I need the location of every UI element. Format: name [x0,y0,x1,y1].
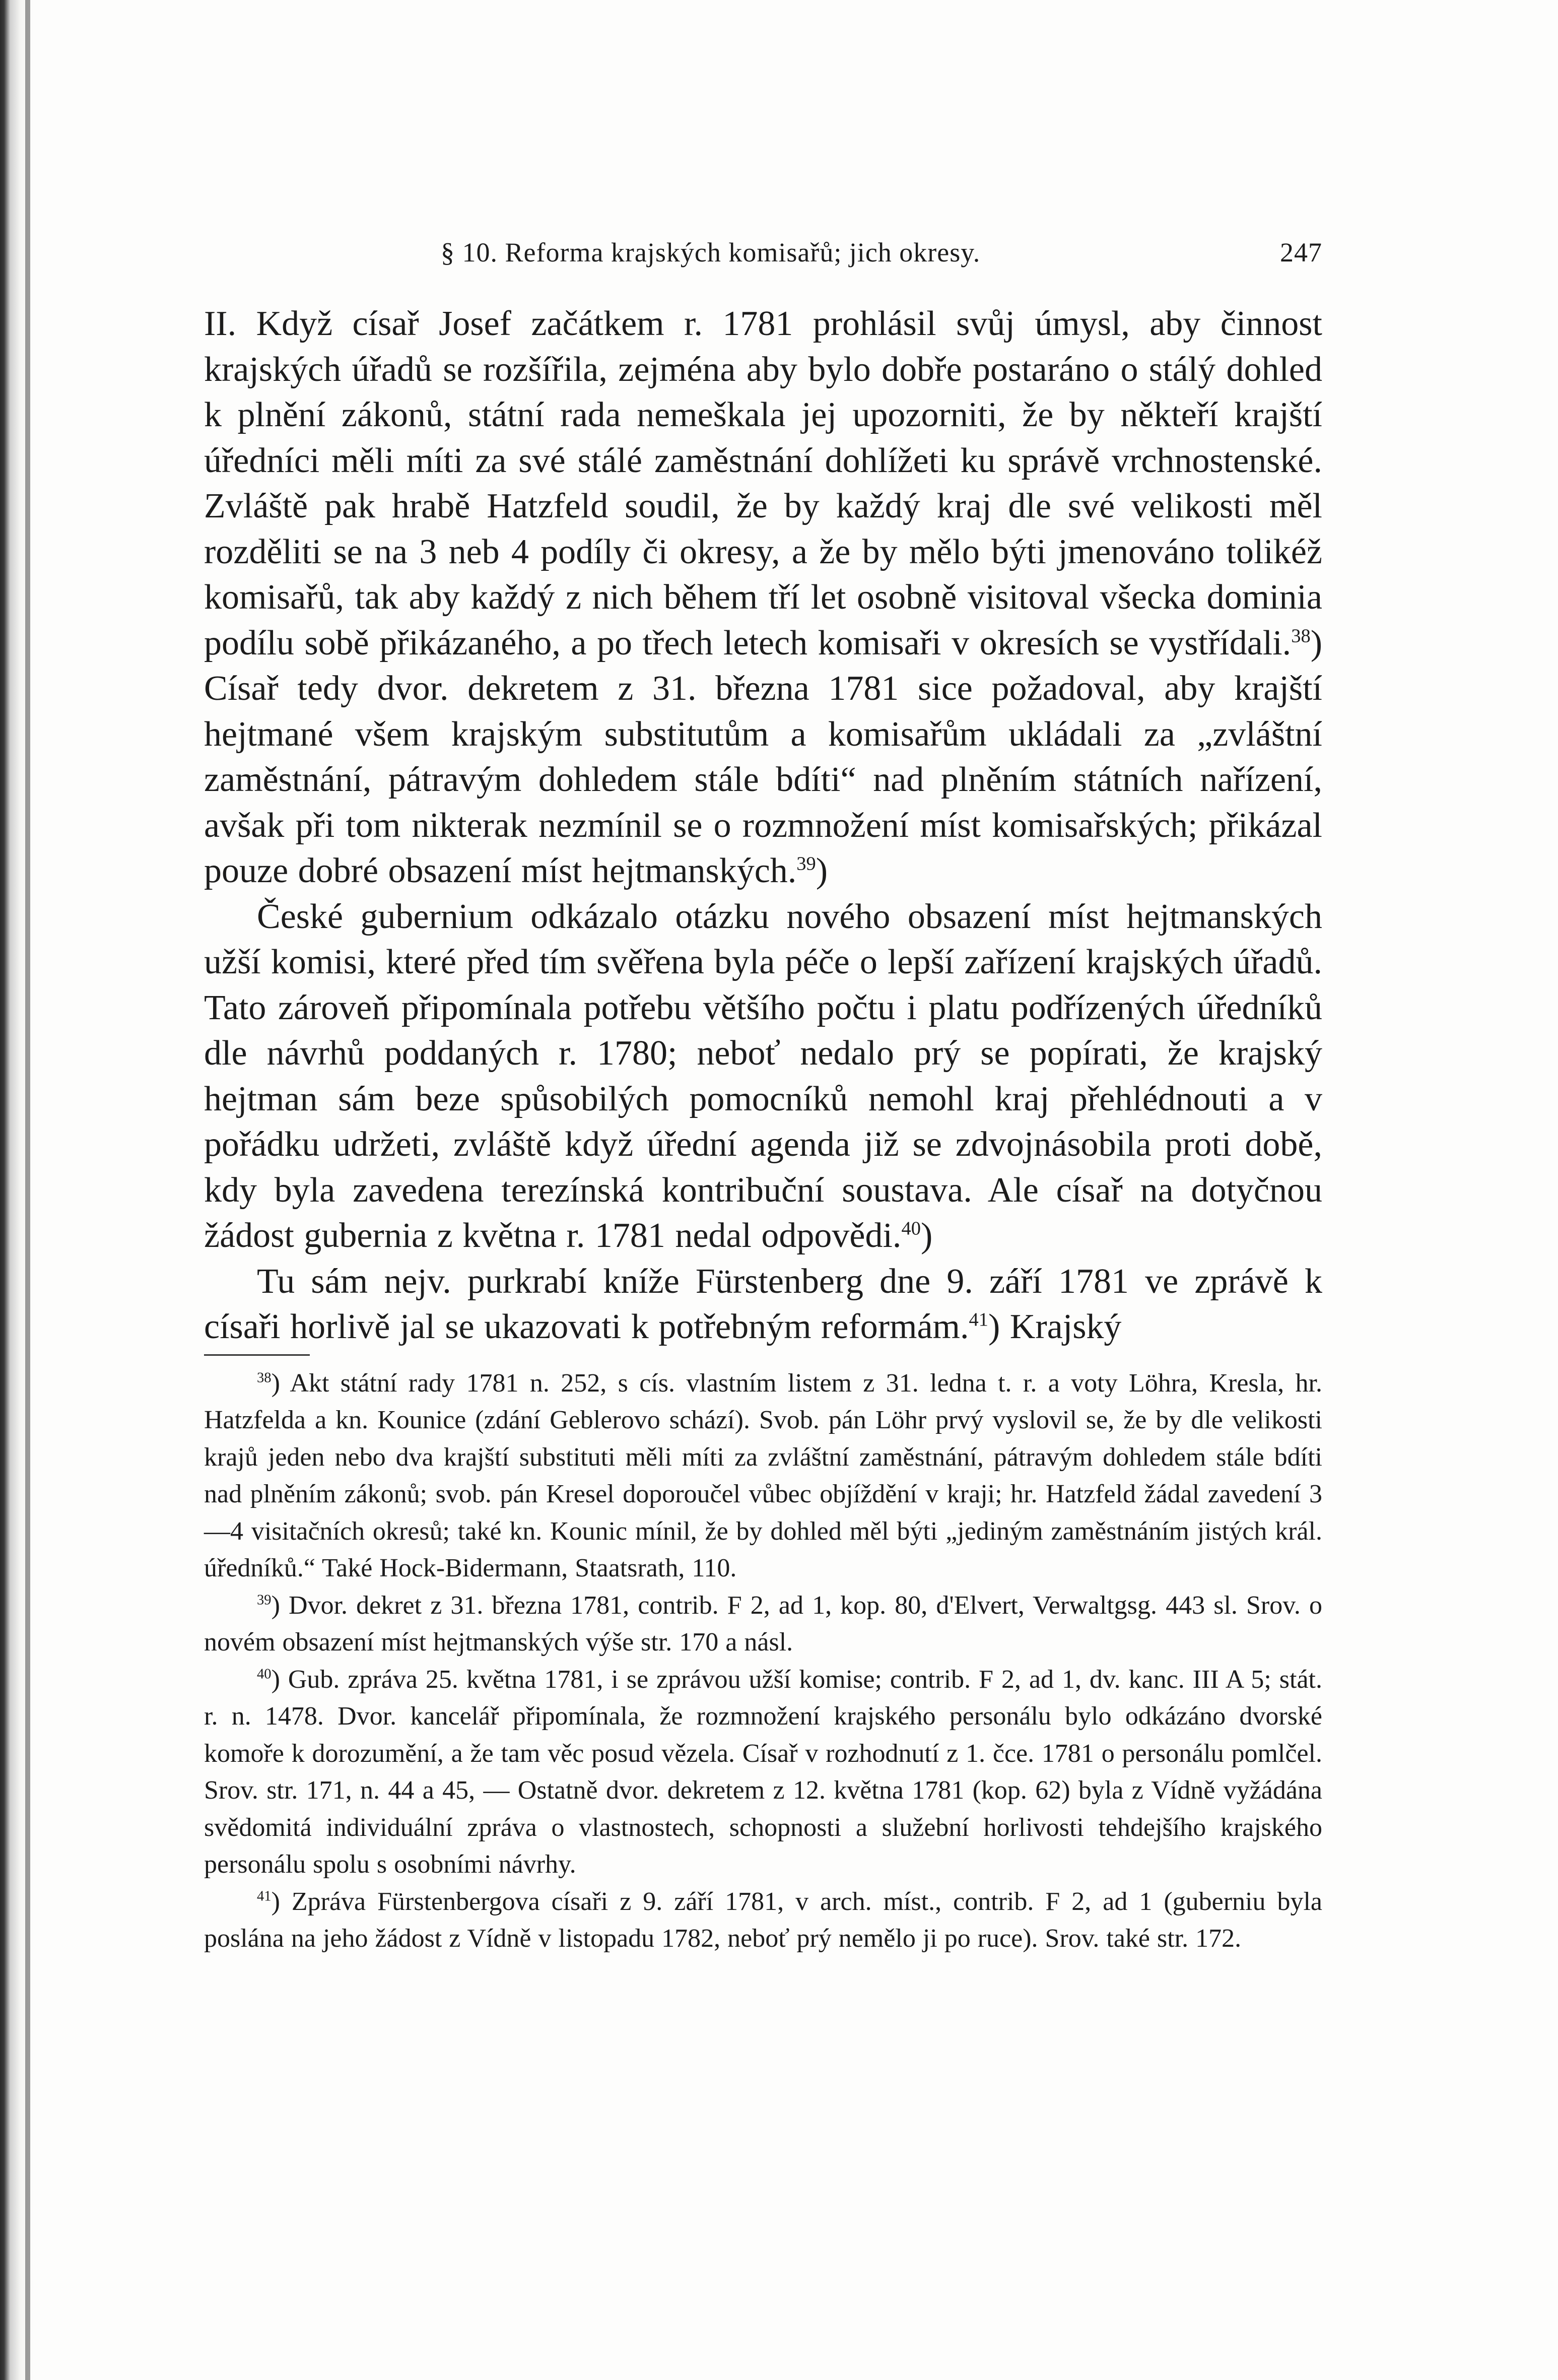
footnote-39 [204,1587,1322,1661]
footnote-text: ) Akt státní rady 1781 n. 252, s cís. vlastním listem z 31. ledna t. r. a voty Löhra, Kresla, hr. Hatzfelda a kn. Kounice (zdání Geblerovo schází). Svob. pán Löhr prvý vyslovil se, že by dle velikosti krajů jeden nebo dva krajští substituti měli míti za zvláštní zaměstnání, pátravým dohledem stále bdíti nad plněním zákonů; svob. pán Kresel doporoučel vůbec objíždění v kraji; hr. Hatzfeld žádal zavedení 3—4 visitačních okresů; také kn. Kounic mínil, že by dohled měl býti „jediným zaměstnáním jistých král. úředníků.“ Také Hock-Bidermann, Staatsrath, 110. [204,1368,1322,1582]
footnote-ref-41: 41 [969,1309,988,1331]
page-number: 247 [1280,237,1322,268]
footnote-text: ) Gub. zpráva 25. května 1781, i se zprávou užší komise; contrib. F 2, ad 1, dv. kanc. III A 5; stát. r. n. 1478. Dvor. kancelář připomínala, že rozmnožení krajského personálu bylo odkázáno dvorské komoře k dorozumění, a že tam věc posud vězela. Císař v rozhodnutí z 1. čce. 1781 o personálu pomlčel. Srov. str. 171, n. 44 a 45, — Ostatně dvor. dekretem z 12. května 1781 (kop. 62) byla z Vídně vyžádána svědomitá individuální zpráva o vlastnostech, schopnosti a služební horlivosti tehdejšího krajského personálu spolu s osobními návrhy. [204,1665,1322,1879]
text-segment: České gubernium odkázalo otázku nového obsazení míst hejtmanských užší komisi, které před tím svěřena byla péče o lepší zařízení krajských úřadů. Tato zároveň připomínala potřebu většího počtu i platu podřízených úředníků dle návrhů poddaných r. 1780; neboť nedalo prý se popírati, že krajský hejtman sám beze spůsobilých pomocníků nemohl kraj přehlédnouti a v pořádku udržeti, zvláště když úřední agenda již se zdvojnásobila proti době, kdy byla zavedena terezínská kontribuční soustava. Ale císař na dotyčnou žádost gubernia z května r. 1781 nedal odpovědi. [204,897,1322,1255]
text-segment: II. Když císař Josef začátkem r. 1781 prohlásil svůj úmysl, aby činnost krajských úřadů se rozšířila, zejména aby bylo dobře postaráno o stálý dohled k plnění zákonů, státní rada nemeškala jej upozorniti, že by někteří krajští úředníci měli míti za své stálé zaměstnání dohlížeti ku správě vrchnostenské. Zvláště pak hrabě Hatzfeld soudil, že by každý kraj dle své velikosti měl rozděliti se na 3 neb 4 podíly či okresy, a že by mělo býti jmenováno tolikéž komisařů, tak aby každý z nich během tří let osobně visitoval všecka dominia podílu sobě přikázaného, a po třech letech komisaři v okresích se vystřídali. [204,304,1322,663]
paragraph-3 [204,1259,1322,1350]
text-segment: Tu sám nejv. purkrabí kníže Fürstenberg dne 9. září 1781 ve zprávě k císaři horlivě jal se ukazovati k potřebným reformám. [204,1262,1322,1346]
footnote-marker: 41 [257,1888,272,1904]
footnote-41 [204,1883,1322,1957]
text-segment: ) Krajský [988,1307,1122,1346]
paragraph-1 [204,301,1322,894]
book-page [204,237,1322,1957]
running-head [204,237,1322,282]
footnote-text: ) Zpráva Fürstenbergova císaři z 9. září 1781, v arch. míst., contrib. F 2, ad 1 (guberniu byla poslána na jeho žádost z Vídně v listopadu 1782, neboť prý nemělo ji po ruce). Srov. také str. 172. [204,1887,1322,1953]
footnote-ref-40: 40 [901,1218,921,1239]
footnote-40 [204,1661,1322,1883]
footnote-divider [204,1354,310,1356]
text-segment: ) [816,851,828,890]
footnote-ref-39: 39 [796,853,816,875]
footnotes [204,1365,1322,1957]
page-binding-line [25,0,30,2380]
footnote-marker: 40 [257,1666,272,1682]
footnote-38 [204,1365,1322,1587]
running-head-title: § 10. Reforma krajských komisařů; jich okresy. [441,237,981,268]
body-text [204,301,1322,1350]
paragraph-2 [204,894,1322,1259]
footnote-marker: 39 [257,1592,272,1608]
text-segment: ) Císař tedy dvor. dekretem z 31. března 1781 sice požadoval, aby krajští hejtmané všem krajským substitutům a komisařům ukládali za „zvláštní zaměstnání, pátravým dohledem stále bdíti“ nad plněním státních nařízení, avšak při tom nikterak nezmínil se o rozmnožení míst komisařských; přikázal pouze dobré obsazení míst hejtmanských. [204,623,1322,890]
text-segment: ) [920,1216,933,1255]
footnote-text: ) Dvor. dekret z 31. března 1781, contrib. F 2, ad 1, kop. 80, d'Elvert, Verwaltgsg. 443 sl. Srov. o novém obsazení míst hejtmanských výše str. 170 a násl. [204,1591,1322,1657]
footnote-marker: 38 [257,1370,272,1386]
footnote-ref-38: 38 [1291,625,1311,647]
